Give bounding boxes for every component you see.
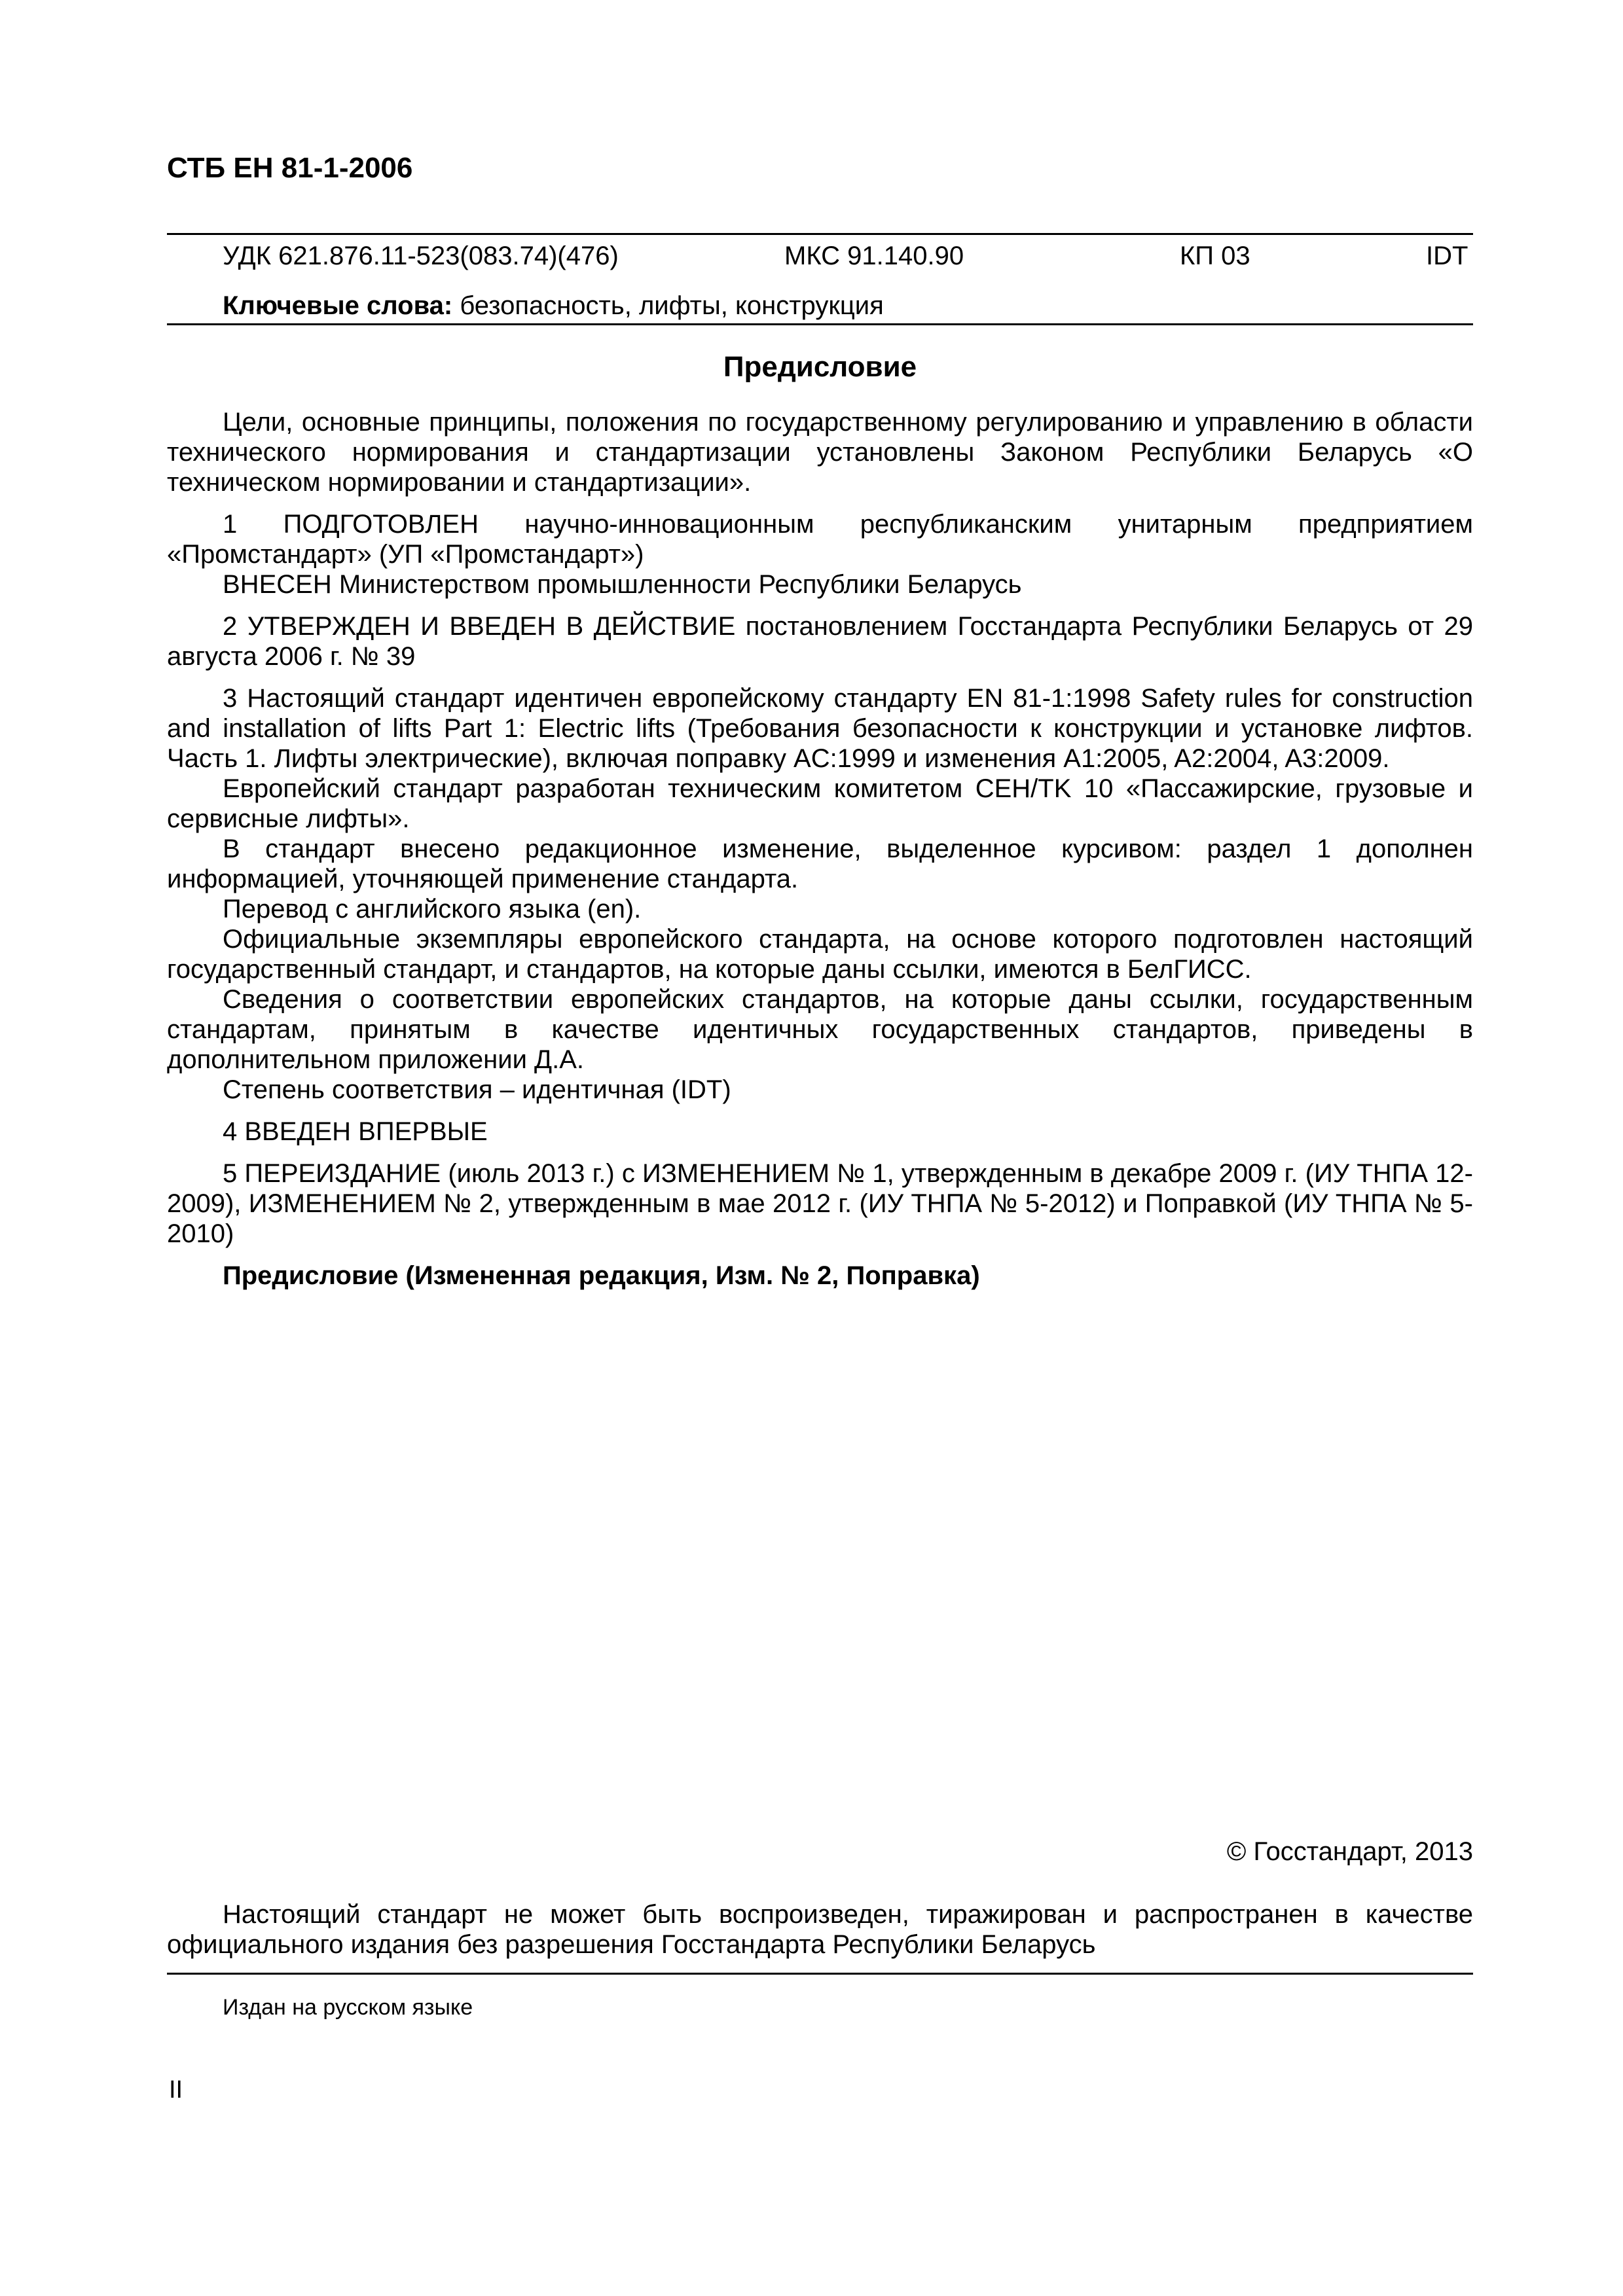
document-code: СТБ ЕН 81-1-2006	[167, 152, 413, 184]
keywords-divider	[167, 323, 1473, 325]
preface-paragraph: Сведения о соответствии европейских стандартов, на которые даны ссылки, государственным стандартам, принятым в качестве идентичных государственных стандартов, приведены в дополнительном приложении Д.А.	[167, 985, 1473, 1074]
reproduction-notice: Настоящий стандарт не может быть воспроизведен, тиражирован и распространен в качестве официального издания без разрешения Госстандарта Республики Беларусь	[167, 1900, 1473, 1959]
footer-divider	[167, 1973, 1473, 1975]
preface-paragraph: 4 ВВЕДЕН ВПЕРВЫЕ	[223, 1117, 488, 1146]
preface-paragraph: 5 ПЕРЕИЗДАНИЕ (июль 2013 г.) с ИЗМЕНЕНИЕМ № 1, утвержденным в декабре 2009 г. (ИУ ТНПА 12-2009), ИЗМЕНЕНИЕМ № 2, утвержденным в мае 2012 г. (ИУ ТНПА № 5-2012) и Поправкой (ИУ ТНПА № 5-2010)	[167, 1159, 1473, 1248]
mks-code: МКС 91.140.90	[784, 242, 964, 270]
page-number: II	[169, 2076, 183, 2104]
kp-code: КП 03	[1180, 242, 1250, 270]
preface-paragraph: Перевод с английского языка (en).	[223, 895, 642, 924]
keywords-line	[223, 289, 884, 322]
keywords-value: безопасность, лифты, конструкция	[452, 291, 884, 320]
preface-amendment-note: Предисловие (Измененная редакция, Изм. № 2, Поправка)	[223, 1261, 980, 1290]
preface-paragraph: 3 Настоящий стандарт идентичен европейскому стандарту EN 81-1:1998 Safety rules for construction and installation of lifts Part 1: Electric lifts (Требования безопасности к конструкции и установке лифтов. Часть 1. Лифты электрические), включая поправку AC:1999 и изменения A1:2005, A2:2004, A3:2009.	[167, 684, 1473, 773]
preface-paragraph: 1 ПОДГОТОВЛЕН научно-инновационным республиканским унитарным предприятием «Промстандарт» (УП «Промстандарт»)	[167, 510, 1473, 569]
preface-paragraph: ВНЕСЕН Министерством промышленности Республики Беларусь	[223, 570, 1022, 599]
preface-title: Предисловие	[723, 351, 917, 383]
preface-paragraph: 2 УТВЕРЖДЕН И ВВЕДЕН В ДЕЙСТВИЕ постановлением Госстандарта Республики Беларусь от 29 августа 2006 г. № 39	[167, 612, 1473, 671]
keywords-label: Ключевые слова:	[223, 291, 453, 320]
preface-paragraph: Степень соответствия – идентичная (IDT)	[223, 1075, 731, 1104]
preface-body	[167, 407, 1473, 1291]
published-language: Издан на русском языке	[223, 1995, 473, 2020]
preface-paragraph: Европейский стандарт разработан техническим комитетом CEH/TK 10 «Пассажирские, грузовые и сервисные лифты».	[167, 774, 1473, 833]
preface-paragraph: В стандарт внесено редакционное изменение, выделенное курсивом: раздел 1 дополнен информацией, уточняющей применение стандарта.	[167, 834, 1473, 893]
idt-label: IDT	[1426, 242, 1468, 270]
copyright: © Госстандарт, 2013	[1226, 1837, 1473, 1866]
preface-paragraph: Официальные экземпляры европейского стандарта, на основе которого подготовлен настоящий государственный стандарт, и стандартов, на которые даны ссылки, имеются в БелГИСС.	[167, 925, 1473, 984]
udk-code: УДК 621.876.11-523(083.74)(476)	[223, 242, 619, 270]
preface-paragraph: Цели, основные принципы, положения по государственному регулированию и управлению в области технического нормирования и стандартизации установлены Законом Республики Беларусь «О техническом нормировании и стандартизации».	[167, 408, 1473, 497]
top-divider	[167, 233, 1473, 235]
